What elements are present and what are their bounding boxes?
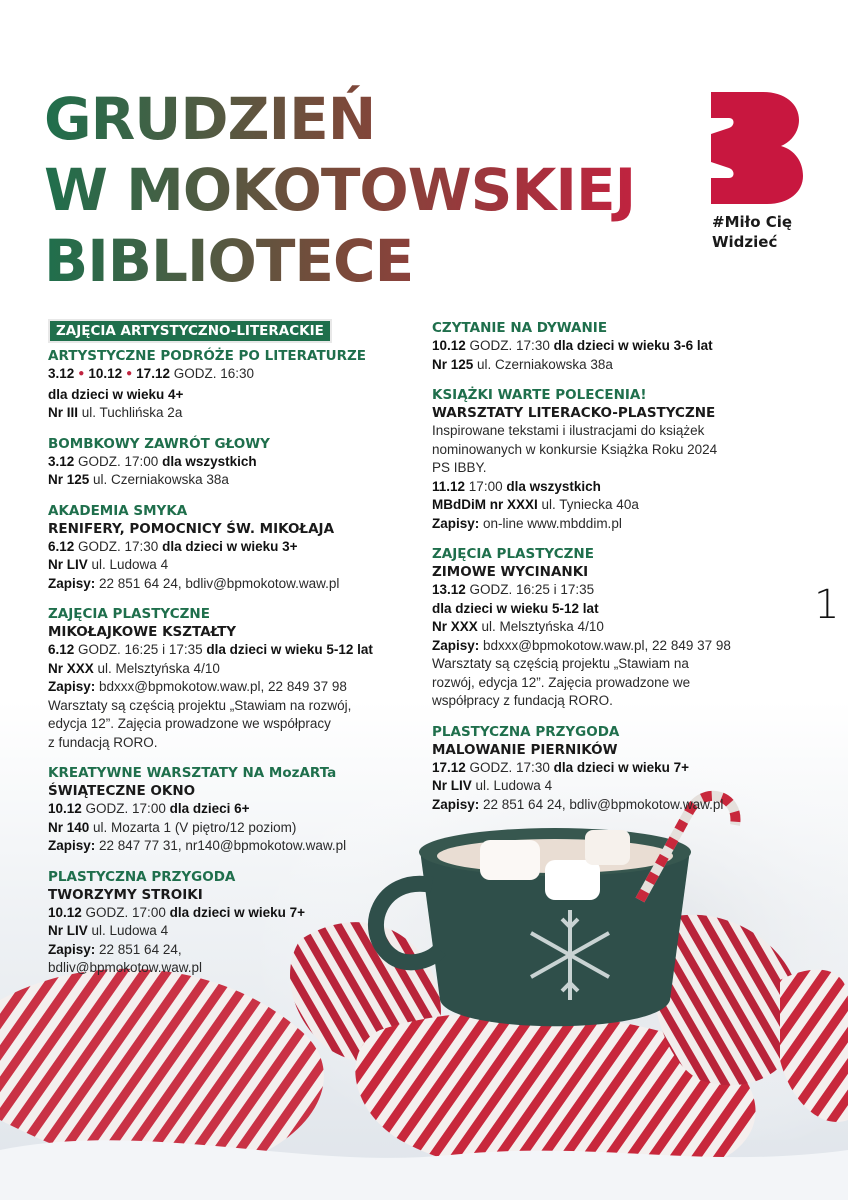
branch: Nr XXX [48, 660, 94, 676]
event-location [48, 819, 428, 838]
date: 10.12 [48, 904, 82, 920]
signup-label: Zapisy: [48, 838, 96, 853]
tagline [712, 212, 792, 252]
event-datetime [432, 478, 802, 497]
event-name: MALOWANIE PIERNIKÓW [432, 741, 618, 758]
event-akademia-smyka [48, 502, 428, 594]
event-category: CZYTANIE NA DYWANIE [432, 320, 608, 336]
audience: dla wszystkich [506, 478, 601, 494]
event-category: AKADEMIA SMYKA [48, 502, 188, 519]
event-bombkowy [48, 435, 428, 490]
address: ul. Tyniecka 40a [537, 497, 639, 512]
event-note-line: edycja 12”. Zajęcia prowadzone we współpracy [48, 716, 331, 731]
event-datetime [48, 538, 428, 557]
event-desc-line: PS IBBY. [432, 460, 487, 475]
date: 3.12 [48, 453, 75, 469]
time: GODZ. 16:25 i 17:35 [74, 642, 207, 657]
bullet-dot-icon: ● [78, 368, 85, 379]
event-category: ARTYSTYCZNE PODRÓŻE PO LITERATURZE [48, 348, 367, 364]
event-audience: dla dzieci w wieku 5-12 lat [432, 600, 599, 616]
event-mikolajkowe [48, 605, 428, 752]
event-datetime [48, 641, 428, 660]
event-location [432, 356, 802, 375]
library-b-logo [711, 92, 803, 204]
event-datetime [432, 337, 802, 356]
signup-label: Zapisy: [48, 941, 96, 957]
event-note-line: Warsztaty są częścią projektu „Stawiam na rozwój, [48, 697, 352, 713]
left-column [48, 319, 428, 990]
branch: Nr III [48, 405, 79, 420]
branch: Nr XXX [432, 619, 478, 634]
event-datetime [48, 904, 428, 923]
time: GODZ. 17:30 [74, 538, 163, 554]
event-note-line: Warsztaty są częścią projektu „Stawiam na [432, 656, 689, 671]
event-name: ŚWIĄTECZNE OKNO [48, 783, 196, 799]
event-artystyczne-podroze [48, 347, 428, 423]
signup-label: Zapisy: [48, 575, 96, 591]
event-signup [48, 837, 428, 856]
section-badge: ZAJĘCIA ARTYSTYCZNO-LITERACKIE [48, 319, 332, 343]
address: ul. Melsztyńska 4/10 [477, 619, 604, 634]
audience: dla dzieci w wieku 7+ [169, 904, 306, 920]
date: 17.12 [432, 759, 466, 775]
address: ul. Ludowa 4 [87, 557, 169, 572]
time: GODZ. 16:30 [169, 366, 255, 381]
event-location [48, 471, 428, 490]
audience: dla dzieci w wieku 3-6 lat [553, 338, 713, 353]
date: 10.12 [432, 338, 466, 353]
address: ul. Czerniakowska 38a [473, 356, 613, 372]
event-signup [432, 796, 802, 815]
address: ul. Ludowa 4 [87, 923, 169, 938]
branch: MBdDiM nr XXXI [432, 497, 538, 512]
branch: Nr LIV [432, 778, 472, 793]
event-location [432, 777, 802, 796]
address: ul. Melsztyńska 4/10 [93, 660, 220, 676]
audience: dla wszystkich [162, 453, 257, 469]
event-category: ZAJĘCIA PLASTYCZNE [48, 606, 210, 622]
address: ul. Czerniakowska 38a [89, 472, 229, 487]
event-datetime [48, 800, 428, 819]
event-note-line: współpracy z fundacją RORO. [432, 693, 613, 708]
date: 10.12 [88, 366, 123, 381]
address: ul. Ludowa 4 [471, 778, 553, 793]
date: 6.12 [48, 538, 75, 554]
event-location [432, 618, 802, 637]
audience: dla dzieci w wieku 7+ [553, 759, 690, 775]
tagline-line-2: Widzieć [712, 233, 778, 251]
audience: dla dzieci 6+ [169, 801, 250, 816]
signup-label: Zapisy: [432, 637, 480, 653]
branch: Nr LIV [48, 923, 88, 938]
time: GODZ. 17:00 [81, 904, 170, 920]
event-location [48, 404, 428, 423]
time: GODZ. 17:30 [465, 338, 554, 353]
signup-label: Zapisy: [432, 796, 480, 812]
event-signup [48, 941, 428, 960]
event-category: BOMBKOWY ZAWRÓT GŁOWY [48, 435, 270, 452]
event-signup [432, 637, 802, 656]
event-zimowe-wycinanki [432, 545, 802, 711]
event-category: KSIĄŻKI WARTE POLECENIA! [432, 387, 647, 403]
event-category: PLASTYCZNA PRZYGODA [432, 723, 620, 740]
branch: Nr LIV [48, 557, 88, 572]
date: 13.12 [432, 582, 466, 597]
event-datetime [48, 453, 428, 472]
event-malowanie-piernikow [432, 723, 802, 815]
event-datetime [432, 581, 802, 600]
event-signup [432, 515, 802, 534]
time: GODZ. 17:00 [74, 453, 163, 469]
time: 17:00 [465, 478, 507, 494]
event-signup-email: bdliv@bpmokotow.waw.pl [48, 960, 203, 975]
event-location [48, 660, 428, 679]
event-dates [48, 365, 428, 386]
right-column [432, 319, 802, 826]
signup-contact: bdxxx@bpmokotow.waw.pl, 22 849 37 98 [95, 679, 347, 694]
event-desc-line: Inspirowane tekstami i ilustracjami do książek [432, 423, 705, 438]
page-title [44, 84, 635, 297]
audience: dla dzieci w wieku 5-12 lat [206, 642, 373, 657]
event-name: RENIFERY, POMOCNICY ŚW. MIKOŁAJA [48, 520, 335, 537]
event-location [48, 922, 428, 941]
event-note-line: rozwój, edycja 12”. Zajęcia prowadzone we [432, 674, 691, 690]
event-signup [48, 575, 428, 594]
address: ul. Mozarta 1 (V piętro/12 poziom) [89, 819, 297, 835]
event-datetime [432, 759, 802, 778]
event-name: TWORZYMY STROIKI [48, 886, 203, 903]
date: 11.12 [432, 478, 466, 494]
event-note-line: z fundacją RORO. [48, 734, 158, 750]
event-category: PLASTYCZNA PRZYGODA [48, 868, 236, 885]
branch: Nr 140 [48, 819, 90, 835]
address: ul. Tuchlińska 2a [78, 405, 183, 420]
date: 17.12 [136, 366, 170, 381]
date: 3.12 [48, 366, 75, 381]
event-name: MIKOŁAJKOWE KSZTAŁTY [48, 624, 237, 640]
signup-contact: 22 851 64 24, bdliv@bpmokotow.waw.pl [95, 575, 340, 591]
audience: dla dzieci w wieku 3+ [162, 538, 298, 554]
event-tworzymy-stroiki [48, 868, 428, 978]
signup-contact: on-line www.mbddim.pl [479, 515, 622, 531]
time: GODZ. 16:25 i 17:35 [465, 582, 595, 597]
event-location [48, 556, 428, 575]
event-czytanie-na-dywanie [432, 319, 802, 374]
signup-contact: 22 847 77 31, nr140@bpmokotow.waw.pl [95, 838, 347, 853]
event-ksiazki-warte-polecenia [432, 386, 802, 533]
branch: Nr 125 [48, 472, 90, 487]
page-number: 1 [814, 582, 840, 628]
branch: Nr 125 [432, 356, 474, 372]
bullet-dot-icon: ● [126, 368, 133, 379]
date: 6.12 [48, 642, 75, 657]
event-category: KREATYWNE WARSZTATY NA MozARTa [48, 765, 337, 781]
event-category: ZAJĘCIA PLASTYCZNE [432, 546, 594, 562]
event-signup [48, 678, 428, 697]
date: 10.12 [48, 801, 82, 816]
event-location [432, 496, 802, 515]
event-audience: dla dzieci w wieku 4+ [48, 386, 184, 402]
event-swiateczne-okno [48, 764, 428, 856]
signup-contact: 22 851 64 24, bdliv@bpmokotow.waw.pl [479, 796, 724, 812]
title-line-2: W MOKOTOWSKIEJ [44, 156, 636, 224]
event-name: WARSZTATY LITERACKO-PLASTYCZNE [432, 405, 716, 421]
tagline-line-1: #Miło Cię [712, 213, 793, 231]
signup-label: Zapisy: [48, 679, 96, 694]
title-line-1: GRUDZIEŃ [44, 84, 635, 155]
time: GODZ. 17:30 [465, 759, 554, 775]
event-desc-line: nominowanych w konkursie Książka Roku 2024 [432, 441, 718, 457]
signup-label: Zapisy: [432, 515, 480, 531]
event-name: ZIMOWE WYCINANKI [432, 564, 589, 580]
signup-contact: bdxxx@bpmokotow.waw.pl, 22 849 37 98 [479, 637, 731, 653]
signup-contact: 22 851 64 24, [95, 941, 182, 957]
title-line-3: BIBLIOTECE [44, 226, 635, 297]
time: GODZ. 17:00 [81, 801, 170, 816]
